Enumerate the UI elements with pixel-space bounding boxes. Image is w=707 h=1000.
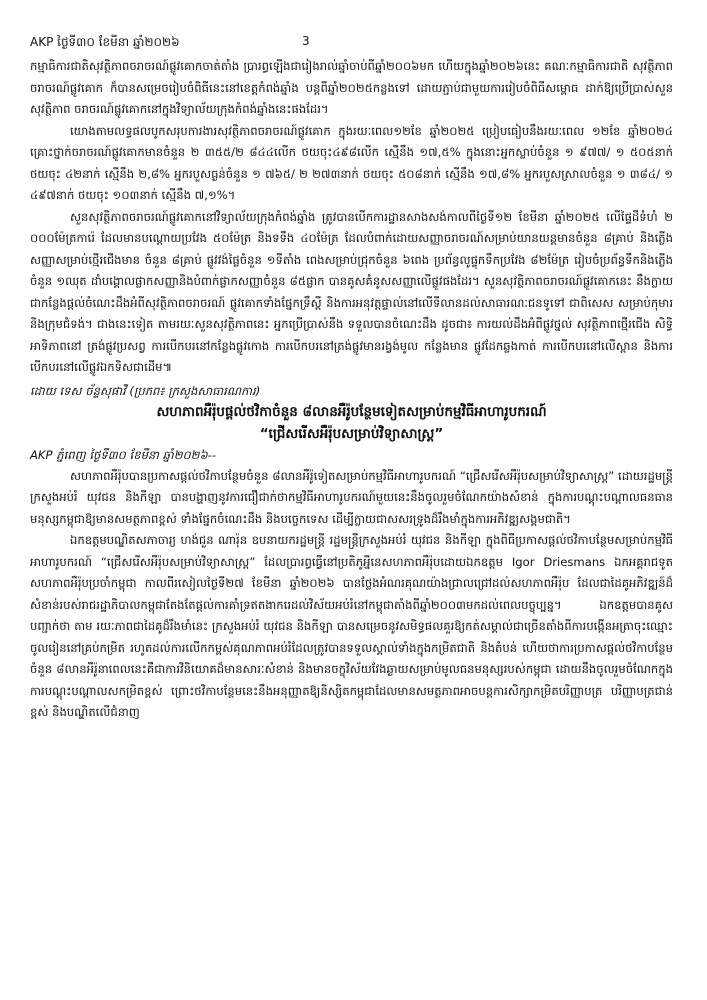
article1-byline: ដោយ ទេស ច័ន្ទសុផាវី (ប្រភព៖ ក្រសួងសាធារណការ): [30, 383, 261, 398]
article1-paragraph-3: សួនសុវត្ថិភាពចរាចរណ៍ផ្លូវគោកនៅវិទ្យាល័យក្រុងកំពង់ឆ្នាំង ត្រូវបានបើកការដ្ឋានសាងសង់កាលពីថ្ងៃទី១២ ខែមីនា ឆ្នាំ២០២៥ លើផ្ទៃដីទំហំ ២ ០០០ម៉ែត្រការ៉េ ដែលមានបណ្ដោយប្រវែង ៥០ម៉ែត្រ និងទទឹង ៤០ម៉ែត្រ ដែលបំពាក់ដោយសញ្ញាចរាចរណ៍សម្រាប់យានយន្តមានចំនួន ៨គ្រាប់ និងភ្លើងសញ្ញាសម្រាប់ថ្មើរជើងមាន ចំនួន ៨គ្រាប់ ផ្លូវវង់ផ្លៃចំនួន ១ទីតាំង ពេងសម្រាប់ជ្រុកចំនួន ៦ពេង ប្រព័ន្ធលូផ្ទុកទឹកប្រវែង ៨២ម៉ែត្រ រៀបចំប្រព័ន្ធទឹកនិងភ្លើង ចំនួន ១ឈុត ដាំបង្គោលផ្លាកសញ្ញានិងបំពាក់ផ្លាកសញ្ញាចំនួន ៨៥ផ្លាក បានគូសគំនូសសញ្ញាលើផ្លូវផងដែរ។ សួនសុវត្ថិភាពចរាចរណ៍ផ្លូវគោកនេះ នឹងក្លាយជាកន្លែងផ្ដល់ចំណេះដឹងអំពីសុវត្ថិភាពចរាចរណ៍ ផ្លូវគោកទាំងផ្នែកទ្រឹស្ដី និងការអនុវត្តផ្ទាល់នៅលើទីលានដល់សាធារណៈជនទូទៅ ជាពិសេស សម្រាប់កុមារ និងក្រុមជំទង់។ ជាងនេះទៀត តាមរយៈសួនសុវត្ថិភាពនេះ អ្នកប្រើប្រាស់នឹង ទទួលបានចំណេះដឹង ដូចជា៖ ការយល់ដឹងអំពីផ្លូវថ្នល់ សុវត្ថិភាពថ្មើរជើង សិទ្ធិអាទិភាពនៅ ត្រង់ផ្លូវប្រសព្វ ការបើកបរនៅកន្លែងផ្លូវកោង ការបើកបរនៅត្រង់ផ្លូវមានរង្វង់មូល កន្លែងមាន ផ្លូវដែកឆ្លងកាត់ ការបើកបរនៅលើស្ពាន និងការបើកបរនៅលើផ្លូវឯកទិសជាដើម៕: [30, 209, 673, 374]
page-header: [30, 34, 673, 56]
article2-paragraph-2: ឯកឧត្តមបណ្ឌិតសភាចារ្យ ហង់ជួន ណារ៉ុន ឧបនាយករដ្ឋមន្ត្រី រដ្ឋមន្ត្រីក្រសួងអប់រំ យុវជន និងកីឡា ក្នុងពិធីប្រកាសផ្ដល់ថវិកាបន្ថែមសម្រាប់កម្មវិធីអាហារូបករណ៍ “ជ្រើសរើសអឺរ៉ុបសម្រាប់វិទ្យាសាស្ត្រ” ដែលប្រារព្ធធ្វើនៅប្រតិភូអ្នីនេសហភាពអឺរ៉ុបដោយឯកឧត្តម Igor Driesmans ឯកអគ្គរាជទូតសហភាពអឺរ៉ុបប្រចាំកម្ពុជា កាលពីរសៀលថ្ងៃទី២៧ ខែមីនា ឆ្នាំ២០២៦ បានថ្លែងអំណរគុណយ៉ាងជ្រាលជ្រៅដល់សហភាពអឺរ៉ុប ដែលជាដៃគូអភិវឌ្ឍន៍ដ៏សំខាន់របស់រាជរដ្ឋាភិបាលកម្ពុជាតែងតែផ្ដល់ការគាំទ្រឥតងាករេដល់វិស័យអប់រំនៅកម្ពុជាតាំងពីឆ្នាំ២០០៣មកដល់ពេលបច្ចុប្បន្ន។ ឯកឧត្តមបានគូសបញ្ជាក់ថា តាម រយៈភាពជាដៃគូដ៏រឹងមាំនេះ ក្រសួងអប់រំ យុវជន និងកីឡា បានសម្រេចនូវសមិទ្ធផលគួរឱ្យកត់សម្គាល់ជាច្រើនតាំងពីការបង្កើនអត្រាចុះឈ្មោះចូលរៀននៅគ្រប់កម្រិត រហូតដល់ការលើកកម្ពស់គុណភាពអប់រំដែលត្រូវបានទទួលស្គាល់ទាំងក្នុងកម្រិតជាតិ និងតំបន់ ហើយថាការប្រកាសផ្ដល់ថវិកាបន្ថែមចំនួន ៨លានអឺរ៉ូនាពេលនេះគឺជាការវិនិយោគដ៏មានសារៈសំខាន់ និងមានចក្ខុវិស័យវែងឆ្ងាយសម្រាប់មូលធនមនុស្សរបស់កម្ពុជា ដោយនឹងចូលរួមចំណែកក្នុងការបណ្ដុះបណ្ដាលសកម្រិតខ្ពស់ ព្រោះថវិកាបន្ថែមនេះនឹងអនុញ្ញាតឱ្យនិស្សិតកម្ពុជាដែលមានសមត្ថភាពអាចបន្តការសិក្សាកម្រិតបរិញ្ញាបត្រ បរិញ្ញាបត្រជាន់ខ្ពស់ និងបណ្ឌិតលើជំនាញ: [30, 533, 673, 719]
article2-headline-line-1: សហភាពអឺរ៉ុបផ្ដល់ថវិកាចំនួន ៨លានអឺរ៉ូបន្ថែមទៀតសម្រាប់កម្មវិធីអាហារូបករណ៍: [156, 403, 547, 420]
article2-headline-line-2: “ជ្រើសរើសអឺរ៉ុបសម្រាប់វិទ្យាសាស្ត្រ”: [259, 425, 444, 442]
article1-paragraph-1: កម្មាធិការជាតិសុវត្ថិភាពចរាចរណ៍ផ្លូវគោកចាត់តាំង ប្រារព្ធឡើងជារៀងរាល់ឆ្នាំចាប់ពីឆ្នាំ២០០៦មក ហើយក្នុងឆ្នាំ២០២៦នេះ គណៈកម្មាធិការជាតិ សុវត្ថិភាពចរាចរណ៍ផ្លូវគោក ក៏បានសម្រេចរៀបចំពិធីនេះនៅខេត្តកំពង់ឆ្នាំង បន្តពីឆ្នាំ២០២៥កន្លងទៅ ដោយភ្ជាប់ជាមួយការរៀបចំពិធីសម្ពោធ ដាក់ឱ្យប្រើប្រាស់សួនសុវត្ថិភាព ចរាចរណ៍ផ្លូវគោកនៅក្នុងវិទ្យាល័យក្រុងកំពង់ឆ្នាំងនេះផងដែរ។: [30, 59, 673, 116]
article2-dateline: AKP ភ្នំពេញ ថ្ងៃទី៣០ ខែមីនា ឆ្នាំ២០២៦--: [30, 447, 217, 462]
header-agency-date: AKP ថ្ងៃទី៣០ ខែមីនា ឆ្នាំ២០២៦: [30, 35, 180, 49]
article1-paragraph-2: យោងតាមលទ្ធផលបូកសរុបការងារសុវត្ថិភាពចរាចរណ៍ផ្លូវគោក ក្នុងរយៈពេល១២ខែ ឆ្នាំ២០២៥ ប្រៀបធៀបនឹងរយៈពេល ១២ខែ ឆ្នាំ២០២៤ គ្រោះថ្នាក់ចរាចរណ៍ផ្លូវគោកមានចំនួន ២ ៣៥៥/២ ៨៤៤លើក ថយចុះ៤៩៨លើក ស្មើនឹង ១៧,៥% ក្នុងនោះអ្នកស្លាប់ចំនួន ១ ៩៧៧/ ១ ៥០៥នាក់ ថយចុះ ៤២នាក់ ស្មើនឹង ២,៨% អ្នករបួសធ្ងន់ចំនួន ១ ៧៦៥/ ២ ២៧៣នាក់ ថយចុះ ៥០៨នាក់ ស្មើនឹង ១៧,៨% អ្នករបួសស្រាលចំនួន ១ ៣៨៤/ ១ ៤៩៧នាក់ ថយចុះ ១០៣នាក់ ស្មើនឹង ៧,១%។: [30, 123, 673, 202]
article2-paragraph-1: សហភាពអឺរ៉ុបបានប្រកាសផ្ដល់ថវិកាបន្ថែមចំនួន ៨លានអឺរ៉ូទៀតសម្រាប់កម្មវិធីអាហារូបករណ៍ “ជ្រើសរើសអឺរ៉ុបសម្រាប់វិទ្យាសាស្ត្រ” ដោយរដ្ឋមន្ត្រីក្រសួងអប់រំ យុវជន និងកីឡា បានបង្ហាញនូវការជឿជាក់ថាកម្មវិធីអាហារូបករណ៍មួយនេះនឹងចូលរួមចំណែកយ៉ាងសំខាន់ ក្នុងការបណ្ដុះបណ្ដាលធនធានមនុស្សកម្ពុជាឱ្យមានសមត្ថភាពខ្ពស់ ទាំងផ្នែកចំណេះដឹង និងបច្ចេកទេស ដើម្បីក្លាយជាសសរទ្រូងដ៏រឹងមាំក្នុងការអភិវឌ្ឍសង្គមជាតិ។: [30, 468, 673, 526]
article-eu-scholarship: [30, 402, 673, 724]
page-number: 3: [302, 34, 310, 48]
article-traffic-safety: [30, 56, 673, 401]
